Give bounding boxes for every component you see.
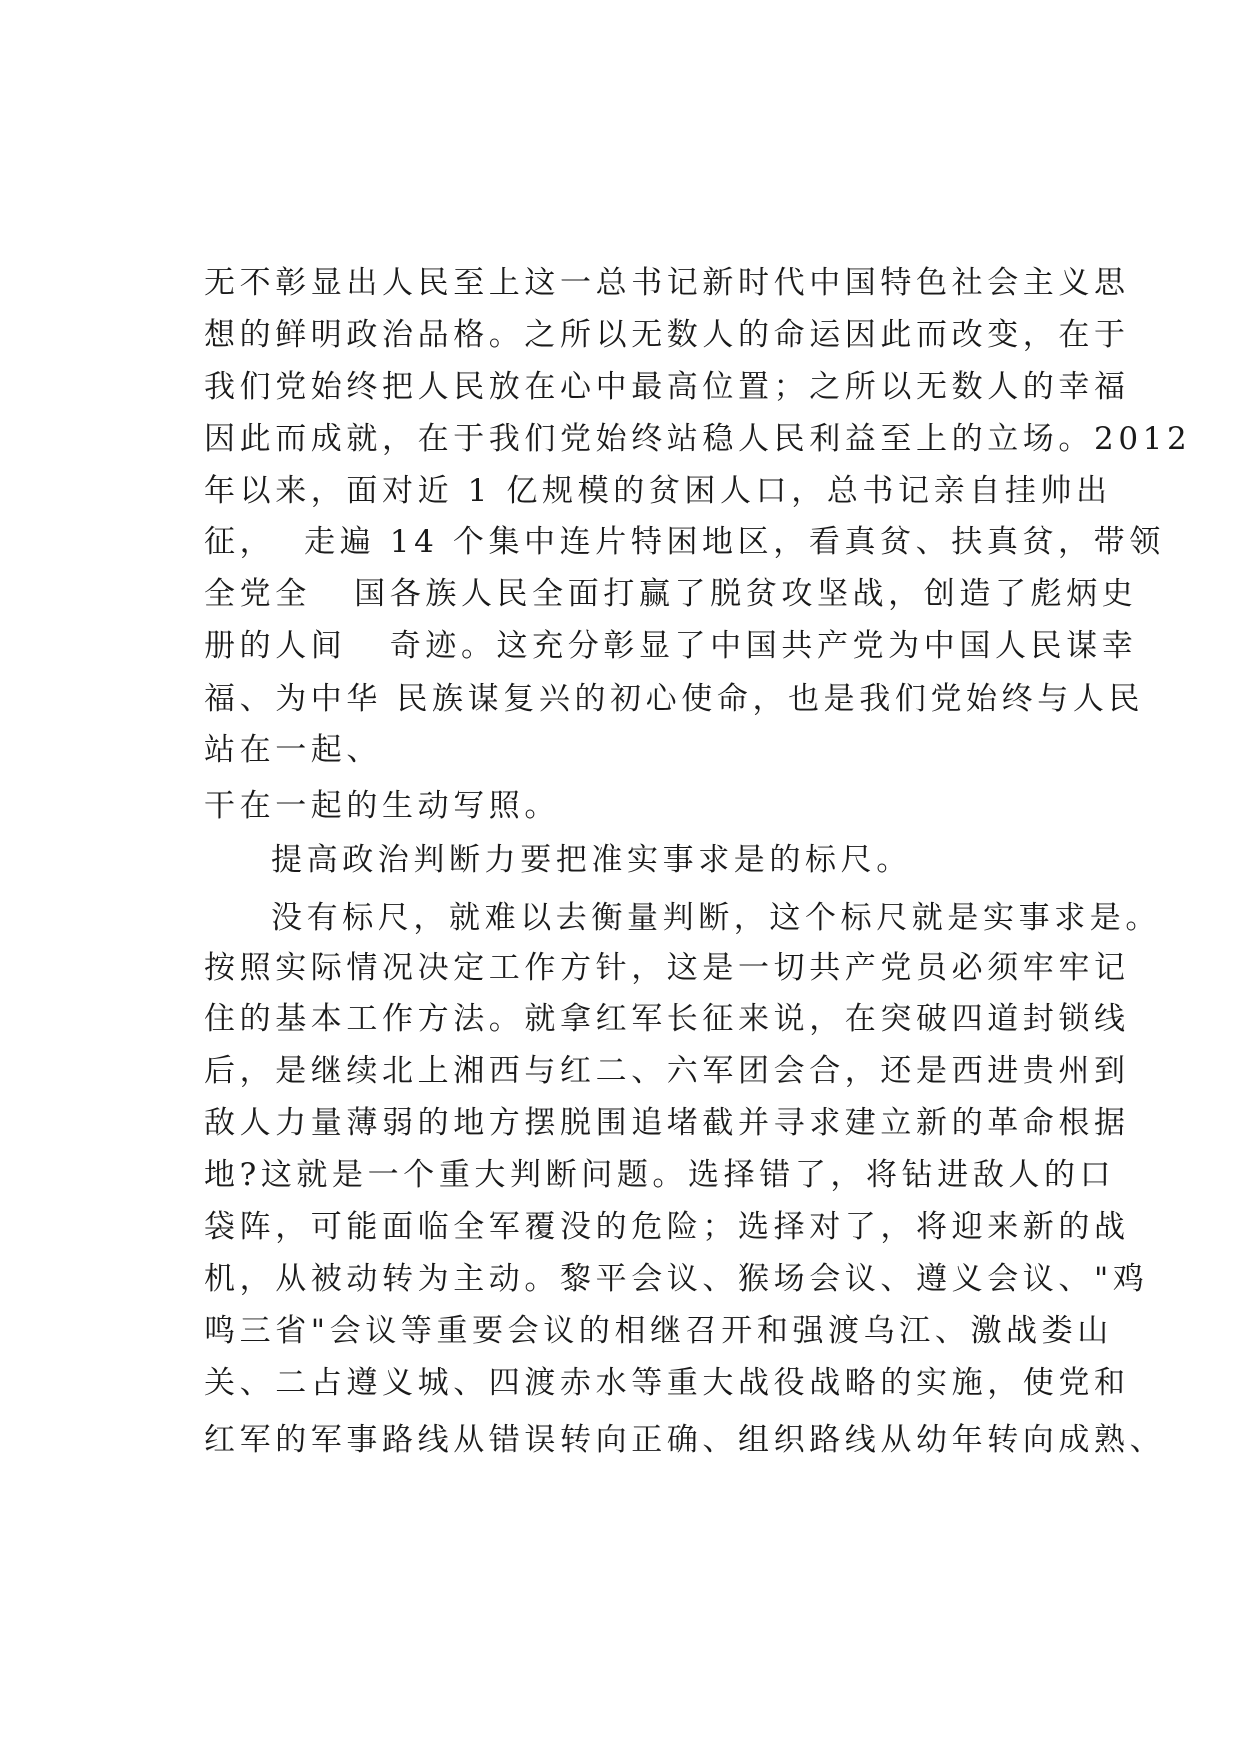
text-line: 鸣三省"会议等重要会议的相继召开和强渡乌江、激战娄山 xyxy=(204,1313,1113,1349)
text-line: 后，是继续北上湘西与红二、六军团会合，还是西进贵州到 xyxy=(204,1053,1130,1089)
text-line: 年以来，面对近 1 亿规模的贫困人口，总书记亲自挂帅出 xyxy=(204,473,1112,509)
text-line: 机，从被动转为主动。黎平会议、猴场会议、遵义会议、"鸡 xyxy=(204,1261,1149,1297)
text-line: 我们党始终把人民放在心中最高位置；之所以无数人的幸福 xyxy=(204,369,1130,405)
text-line: 按照实际情况决定工作方针，这是一切共产党员必须牢牢记 xyxy=(204,950,1130,986)
text-line: 全党全 国各族人民全面打赢了脱贫攻坚战，创造了彪炳史 xyxy=(204,576,1138,612)
text-line: 红军的军事路线从错误转向正确、组织路线从幼年转向成熟、 xyxy=(204,1422,1166,1458)
text-line: 敌人力量薄弱的地方摆脱围追堵截并寻求建立新的革命根据 xyxy=(204,1105,1130,1141)
text-line: 无不彰显出人民至上这一总书记新时代中国特色社会主义思 xyxy=(204,265,1130,301)
text-line: 地?这就是一个重大判断问题。选择错了，将钻进敌人的口 xyxy=(204,1157,1116,1193)
text-line: 因此而成就，在于我们党始终站稳人民利益至上的立场。2012 xyxy=(204,421,1192,457)
text-line: 站在一起、 xyxy=(204,732,382,768)
text-line: 干在一起的生动写照。 xyxy=(204,788,560,824)
text-line: 关、二占遵义城、四渡赤水等重大战役战略的实施，使党和 xyxy=(204,1365,1130,1401)
paragraph-heading: 提高政治判断力要把准实事求是的标尺。 xyxy=(271,842,912,878)
text-line: 袋阵，可能面临全军覆没的危险；选择对了，将迎来新的战 xyxy=(204,1209,1130,1245)
text-line: 想的鲜明政治品格。之所以无数人的命运因此而改变，在于 xyxy=(204,317,1130,353)
text-line: 住的基本工作方法。就拿红军长征来说，在突破四道封锁线 xyxy=(204,1001,1130,1037)
text-line: 册的人间 奇迹。这充分彰显了中国共产党为中国人民谋幸 xyxy=(204,628,1138,664)
text-line: 征， 走遍 14 个集中连片特困地区，看真贫、扶真贫，带领 xyxy=(204,524,1165,560)
text-line: 福、为中华 民族谋复兴的初心使命，也是我们党始终与人民 xyxy=(204,681,1145,717)
text-line: 没有标尺，就难以去衡量判断，这个标尺就是实事求是。 xyxy=(271,900,1161,936)
